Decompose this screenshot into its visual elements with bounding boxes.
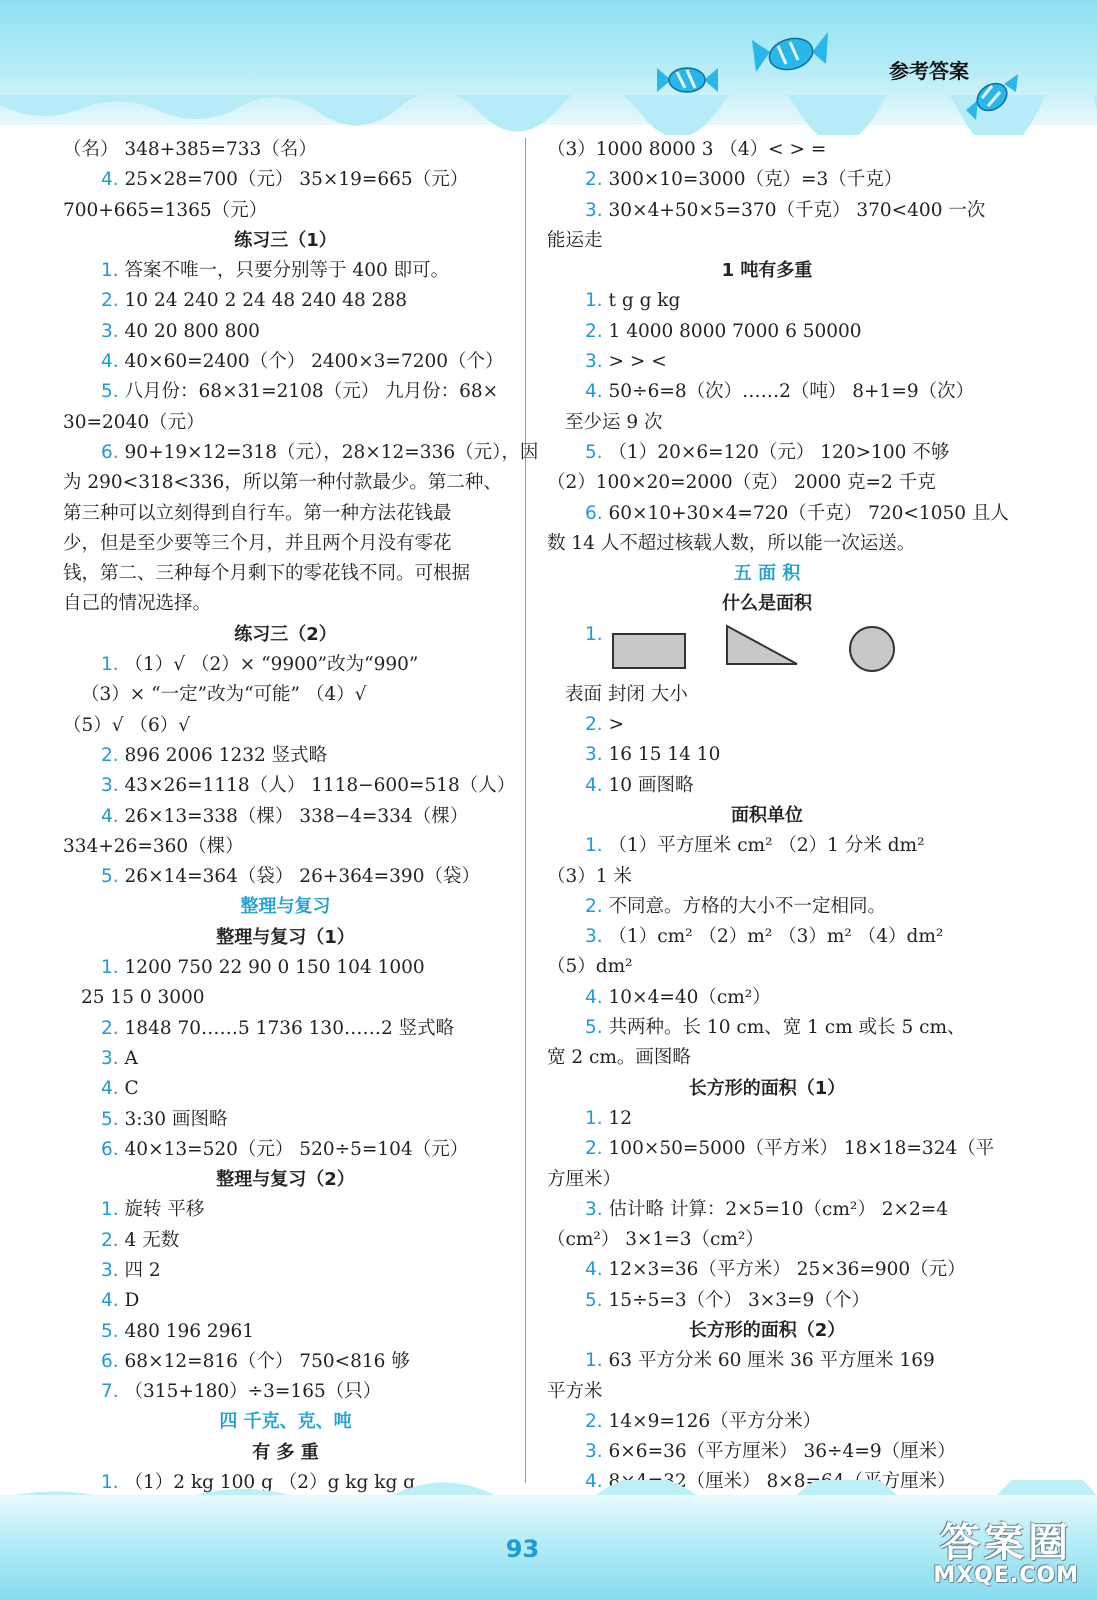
item-number: 1. <box>101 654 119 676</box>
answer-text: 60×10+30×4=720（千克） 720<1050 且人 <box>602 502 1009 524</box>
answer-item <box>63 862 508 892</box>
answer-continuation: 25 15 0 3000 <box>81 987 205 1009</box>
answer-text: （1）2 kg 100 g （2）g kg kg g <box>118 1472 416 1494</box>
header-wave <box>0 95 1097 135</box>
answer-item <box>63 771 516 801</box>
answer-continuation: （3）× “一定”改为“可能” （4）√ <box>81 684 367 706</box>
item-number: 5. <box>101 866 119 888</box>
item-number: 3. <box>585 199 603 221</box>
item-number: 1. <box>101 1199 119 1221</box>
section-heading: 练习三（2） <box>234 623 337 645</box>
answer-text: 16 15 14 10 <box>602 744 721 766</box>
answer-item <box>63 1044 508 1074</box>
item-number: 2. <box>585 169 603 191</box>
answer-text: A <box>118 1047 138 1069</box>
answer-item <box>547 347 987 377</box>
item-number: 1. <box>585 835 603 857</box>
right-column <box>547 135 1009 1498</box>
circle-shape <box>849 626 895 672</box>
answer-continuation: 表面 封闭 大小 <box>565 683 688 705</box>
answer-item <box>547 1407 987 1437</box>
answer-item <box>63 1105 508 1135</box>
answer-text: 40 20 800 800 <box>118 320 260 342</box>
answer-item <box>63 317 508 347</box>
answer-item <box>63 1347 508 1377</box>
answer-item <box>63 741 508 771</box>
triangle-shape <box>725 624 801 668</box>
item-number: 4. <box>585 1471 603 1493</box>
answer-text: 10 画图略 <box>602 774 694 796</box>
item-number: 5. <box>101 1320 119 1342</box>
candy-icon <box>962 70 1022 122</box>
answer-continuation: 平方米 <box>547 1380 603 1402</box>
item-number: 1. <box>585 623 603 645</box>
answer-item <box>547 317 987 347</box>
answer-continuation: （名） 348+385=733（名） <box>63 139 317 160</box>
shapes-row <box>547 620 987 680</box>
item-number: 4. <box>585 986 603 1008</box>
section-heading: 面积单位 <box>731 804 803 826</box>
answer-text: > > < <box>602 351 667 373</box>
item-number: 1. <box>585 1350 603 1372</box>
answer-continuation: （3）1 米 <box>547 865 632 887</box>
answer-item <box>63 802 508 832</box>
answer-text: （315+180）÷3=165（只） <box>118 1381 382 1403</box>
item-number: 4. <box>101 351 119 373</box>
answer-text: 四 2 <box>118 1259 161 1281</box>
item-number: 1. <box>101 260 119 282</box>
answer-text: D <box>118 1290 140 1312</box>
watermark-text: 答案圈 <box>940 1520 1073 1566</box>
section-heading: 有 多 重 <box>252 1441 319 1463</box>
answer-text: 答案不唯一，只要分别等于 400 即可。 <box>118 260 450 282</box>
answer-text: 25×28=700（元） 35×19=665（元） <box>118 169 469 191</box>
answer-text: 旋转 平移 <box>118 1199 205 1221</box>
answer-text: （1）√ （2）× “9900”改为“990” <box>118 654 419 676</box>
chapter-heading: 整理与复习 <box>240 896 331 918</box>
answer-item <box>63 953 508 983</box>
answer-text: 896 2006 1232 竖式略 <box>118 744 328 766</box>
item-number: 6. <box>585 502 603 524</box>
answer-continuation: 700+665=1365（元） <box>63 199 268 221</box>
answer-text: 不同意。方格的大小不一定相同。 <box>602 895 887 917</box>
answer-text: 26×13=338（棵） 338−4=334（棵） <box>118 805 469 827</box>
item-number: 4. <box>101 1078 119 1100</box>
item-number: 3. <box>101 1047 119 1069</box>
answer-text: 1200 750 22 90 0 150 104 1000 <box>118 957 425 979</box>
answer-text: 3:30 画图略 <box>118 1108 228 1130</box>
item-number: 5. <box>585 1289 603 1311</box>
item-number: 4. <box>585 774 603 796</box>
answer-text: 30×4+50×5=370（千克） 370<400 一次 <box>602 199 986 221</box>
item-number: 4. <box>101 1290 119 1312</box>
answer-item <box>547 831 987 861</box>
answer-text: 8×4=32（厘米） 8×8=64（平方厘米） <box>602 1471 956 1493</box>
answer-item <box>63 256 508 286</box>
rectangle-shape <box>612 633 686 669</box>
answer-text: t g g kg <box>602 290 681 312</box>
answer-text: 1 4000 8000 7000 6 50000 <box>602 320 862 342</box>
answer-item <box>63 1317 508 1347</box>
answer-text: 估计略 计算：2×5=10（cm²） 2×2=4 <box>602 1198 949 1220</box>
answer-item <box>63 1074 508 1104</box>
answer-continuation: 第三种可以立刻得到自行车。第一种方法花钱最 <box>63 502 452 524</box>
item-number: 3. <box>585 744 603 766</box>
answer-continuation: （cm²） 3×1=3（cm²） <box>547 1229 764 1251</box>
answer-text: 90+19×12=318（元），28×12=336（元），因 <box>118 441 539 463</box>
watermark-logo <box>933 1522 1079 1588</box>
answer-item <box>547 983 987 1013</box>
left-column <box>63 135 539 1498</box>
item-number: 2. <box>101 744 119 766</box>
item-number: 5. <box>101 381 119 403</box>
item-number: 6. <box>101 441 119 463</box>
answer-item <box>547 1255 987 1285</box>
answer-continuation: 334+26=360（棵） <box>63 835 244 857</box>
answer-continuation: 宽 2 cm。画图略 <box>547 1047 691 1069</box>
answer-text: 共两种。长 10 cm、宽 1 cm 或长 5 cm、 <box>602 1017 966 1039</box>
answer-continuation: （2）100×20=2000（克） 2000 克=2 千克 <box>547 472 936 494</box>
answer-text: 63 平方分米 60 厘米 36 平方厘米 169 <box>602 1350 935 1372</box>
answer-continuation: 30=2040（元） <box>63 411 205 433</box>
answer-item <box>63 1014 508 1044</box>
answer-text: 50÷6=8（次）……2（吨） 8+1=9（次） <box>602 381 975 403</box>
item-number: 5. <box>585 1017 603 1039</box>
section-heading: 整理与复习（1） <box>216 926 355 948</box>
item-number: 4. <box>585 1259 603 1281</box>
answer-text: 100×50=5000（平方米） 18×18=324（平 <box>602 1138 995 1160</box>
answer-continuation: 至少运 9 次 <box>565 411 663 433</box>
item-number: 1. <box>585 290 603 312</box>
answer-continuation: 少，但是至少要等三个月，并且两个月没有零花 <box>63 532 452 554</box>
answer-item <box>63 650 508 680</box>
answer-text: 40×13=520（元） 520÷5=104（元） <box>118 1138 469 1160</box>
item-number: 7. <box>101 1381 119 1403</box>
item-number: 3. <box>101 1259 119 1281</box>
section-heading: 长方形的面积（1） <box>688 1077 846 1099</box>
answer-item <box>547 1104 987 1134</box>
answer-item <box>547 1013 987 1043</box>
item-number: 3. <box>585 1441 603 1463</box>
answer-item <box>547 196 987 226</box>
item-number: 5. <box>585 441 603 463</box>
answer-item <box>63 1195 508 1225</box>
answer-item <box>63 286 508 316</box>
item-number: 2. <box>585 1410 603 1432</box>
answer-item <box>547 165 987 195</box>
answer-item <box>63 377 508 407</box>
answer-item <box>547 1286 987 1316</box>
answer-text: （1）20×6=120（元） 120>100 不够 <box>602 441 950 463</box>
section-heading: 什么是面积 <box>722 593 812 615</box>
candy-icon <box>750 28 830 80</box>
answer-continuation: （5）dm² <box>547 956 633 978</box>
answer-continuation: 为 290<318<336，所以第一种付款最少。第二种、 <box>63 472 502 494</box>
item-number: 3. <box>585 351 603 373</box>
answer-item <box>547 377 987 407</box>
item-number: 1. <box>101 957 119 979</box>
answer-text: 6×6=36（平方厘米） 36÷4=9（厘米） <box>602 1441 956 1463</box>
answer-text: 八月份：68×31=2108（元） 九月份：68× <box>118 381 499 403</box>
section-heading: 1 吨有多重 <box>721 260 813 282</box>
page-header-title: 参考答案 <box>889 59 969 83</box>
answer-item <box>547 1437 987 1467</box>
item-number: 2. <box>101 290 119 312</box>
column-divider <box>525 138 526 1483</box>
item-number: 2. <box>585 714 603 736</box>
answer-continuation: 钱，第二、三种每个月剩下的零花钱不同。可根据 <box>63 563 471 585</box>
answer-continuation: 方厘米） <box>547 1168 622 1190</box>
watermark-url: MXQE.COM <box>933 1563 1079 1588</box>
item-number: 1. <box>585 1107 603 1129</box>
answer-text: C <box>118 1078 139 1100</box>
answer-item <box>63 1256 508 1286</box>
section-heading: 练习三（1） <box>234 229 337 251</box>
answer-continuation: 数 14 人不超过核载人数，所以能一次运送。 <box>547 532 916 554</box>
answer-text: 43×26=1118（人） 1118−600=518（人） <box>118 775 516 797</box>
answer-text: 12×3=36（平方米） 25×36=900（元） <box>602 1259 966 1281</box>
answer-text: 14×9=126（平方分米） <box>602 1410 822 1432</box>
answer-item <box>547 438 987 468</box>
answer-item <box>547 286 987 316</box>
item-number: 3. <box>101 320 119 342</box>
item-number: 3. <box>101 775 119 797</box>
answer-continuation: （5）√ （6）√ <box>63 714 190 736</box>
item-number: 4. <box>101 805 119 827</box>
answer-text: 4 无数 <box>118 1229 180 1251</box>
answer-item <box>63 438 539 468</box>
answer-item <box>547 710 987 740</box>
answer-continuation: 自己的情况选择。 <box>63 593 212 615</box>
section-heading: 长方形的面积（2） <box>688 1319 846 1341</box>
answer-text: 12 <box>602 1107 633 1129</box>
answer-continuation: 能运走 <box>547 229 603 251</box>
answer-text: 26×14=364（袋） 26+364=390（袋） <box>118 866 480 888</box>
answer-continuation: （3）1000 8000 3 （4）< > = <box>547 139 827 160</box>
answer-text: 40×60=2400（个） 2400×3=7200（个） <box>118 351 504 373</box>
answer-text: （1）平方厘米 cm² （2）1 分米 dm² <box>602 835 925 857</box>
answer-text: 300×10=3000（克）=3（千克） <box>602 169 903 191</box>
answer-text: > <box>602 714 625 736</box>
answer-item <box>547 892 987 922</box>
answer-text: （1）cm² （2）m² （3）m² （4）dm² <box>602 926 944 948</box>
chapter-heading: 五 面 积 <box>733 563 801 585</box>
item-number: 4. <box>585 381 603 403</box>
answer-item <box>63 1286 508 1316</box>
item-number: 2. <box>101 1229 119 1251</box>
page-number: 93 <box>505 1535 540 1563</box>
answer-item <box>547 1346 987 1376</box>
answer-text: 1848 70……5 1736 130……2 竖式略 <box>118 1017 455 1039</box>
answer-item <box>63 347 508 377</box>
item-number: 5. <box>101 1108 119 1130</box>
item-number: 1. <box>101 1472 119 1494</box>
item-number: 3. <box>585 1198 603 1220</box>
answer-text: 15÷5=3（个） 3×3=9（个） <box>602 1289 870 1311</box>
item-number: 6. <box>101 1138 119 1160</box>
answer-item <box>547 922 987 952</box>
item-number: 2. <box>101 1017 119 1039</box>
item-number: 6. <box>101 1350 119 1372</box>
answer-item <box>547 771 987 801</box>
item-number: 2. <box>585 320 603 342</box>
answer-text: 480 196 2961 <box>118 1320 255 1342</box>
answer-item <box>63 1135 508 1165</box>
answer-item <box>547 499 1009 529</box>
answer-text: 10 24 240 2 24 48 240 48 288 <box>118 290 407 312</box>
answer-item <box>547 740 987 770</box>
item-number: 4. <box>101 169 119 191</box>
answer-item <box>547 1134 995 1164</box>
answer-item <box>63 165 508 195</box>
answer-item <box>63 1226 508 1256</box>
answer-text: 10×4=40（cm²） <box>602 986 771 1008</box>
item-number: 2. <box>585 895 603 917</box>
candy-icon <box>655 60 720 100</box>
section-heading: 整理与复习（2） <box>216 1169 355 1191</box>
chapter-heading: 四 千克、克、吨 <box>219 1411 352 1433</box>
answer-item <box>63 1377 508 1407</box>
answer-item <box>547 1195 987 1225</box>
answer-text: 68×12=816（个） 750<816 够 <box>118 1350 410 1372</box>
item-number: 3. <box>585 926 603 948</box>
item-number: 2. <box>585 1138 603 1160</box>
